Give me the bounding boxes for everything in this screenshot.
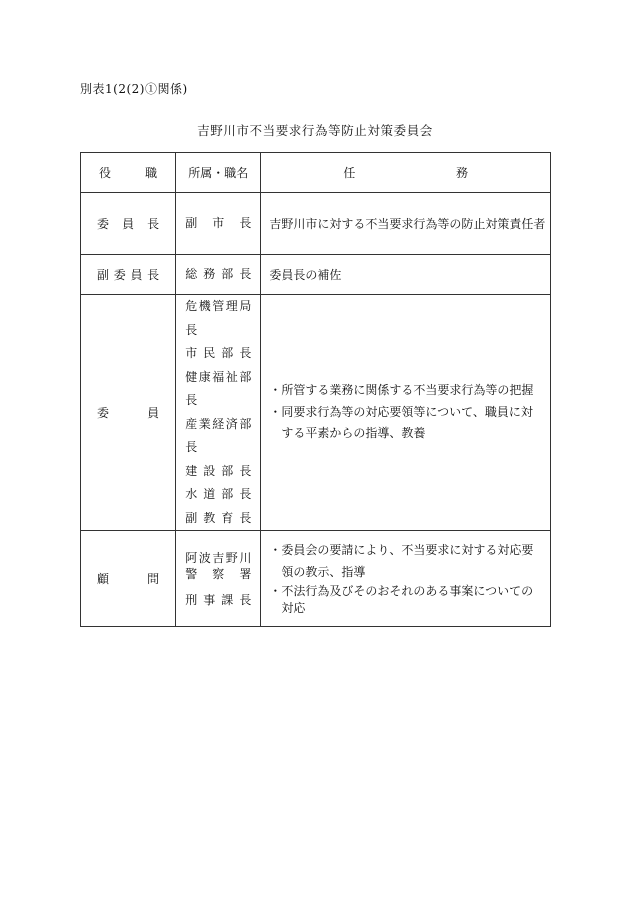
duty-item: ・ 同要求行為等の対応要領等について、職員に対する平素からの指導、教養 (269, 402, 544, 445)
duty-item: ・ 所管する業務に関係する不当要求行為等の把握 (269, 380, 544, 402)
reference-label: 別表1(2(2)①関係) (80, 82, 188, 96)
table-header-row (81, 153, 551, 193)
bullet-icon: ・ (269, 543, 282, 557)
role-cell: 委員長 (97, 217, 160, 231)
position-item: 警察署 (185, 566, 252, 581)
duty-list (261, 295, 551, 531)
document-title: 吉野川市不当要求行為等防止対策委員会 (197, 123, 433, 138)
table-row (81, 193, 551, 255)
duty-item: ・ 不法行為及びそのおそれのある事案についての対応 (269, 584, 534, 615)
position-item: 阿波吉野川 (185, 550, 252, 565)
position-item: 建設部長 (185, 463, 252, 478)
position-cell: 総務部長 (185, 266, 252, 281)
header-position-cell (176, 153, 261, 193)
header-duty: 任務 (343, 166, 468, 180)
position-list (176, 531, 261, 627)
position-item: 副教育長 (185, 510, 252, 525)
role-cell: 委員 (97, 406, 160, 420)
position-item: 健康福祉部長 (185, 369, 252, 407)
header-position: 所属・職名 (188, 166, 249, 180)
table-row (81, 295, 551, 531)
duty-item: ・ 委員会の要請により、不当要求に対する対応要領の教示、指導 (269, 540, 544, 583)
duty-list (261, 531, 551, 627)
header-duty-cell (261, 153, 551, 193)
duty-cell: 吉野川市に対する不当要求行為等の防止対策責任者 (269, 216, 546, 231)
bullet-icon: ・ (269, 383, 282, 398)
table-row (81, 531, 551, 627)
position-item: 刑事課長 (185, 592, 252, 607)
position-item: 水道部長 (185, 487, 252, 501)
bullet-icon: ・ (269, 584, 282, 598)
position-item: 市民部長 (185, 346, 252, 360)
committee-table (80, 152, 551, 627)
position-item: 産業経済部長 (185, 416, 252, 454)
header-role: 役職 (99, 166, 158, 180)
duty-cell: 委員長の補佐 (269, 267, 342, 282)
bullet-icon: ・ (269, 404, 282, 419)
table-row (81, 255, 551, 295)
position-list (176, 295, 261, 531)
role-cell: 顧問 (97, 572, 160, 586)
header-role-cell (81, 153, 176, 193)
role-cell: 副委員長 (97, 268, 160, 282)
position-cell: 副市長 (185, 215, 252, 230)
position-item: 危機管理局長 (185, 299, 252, 337)
